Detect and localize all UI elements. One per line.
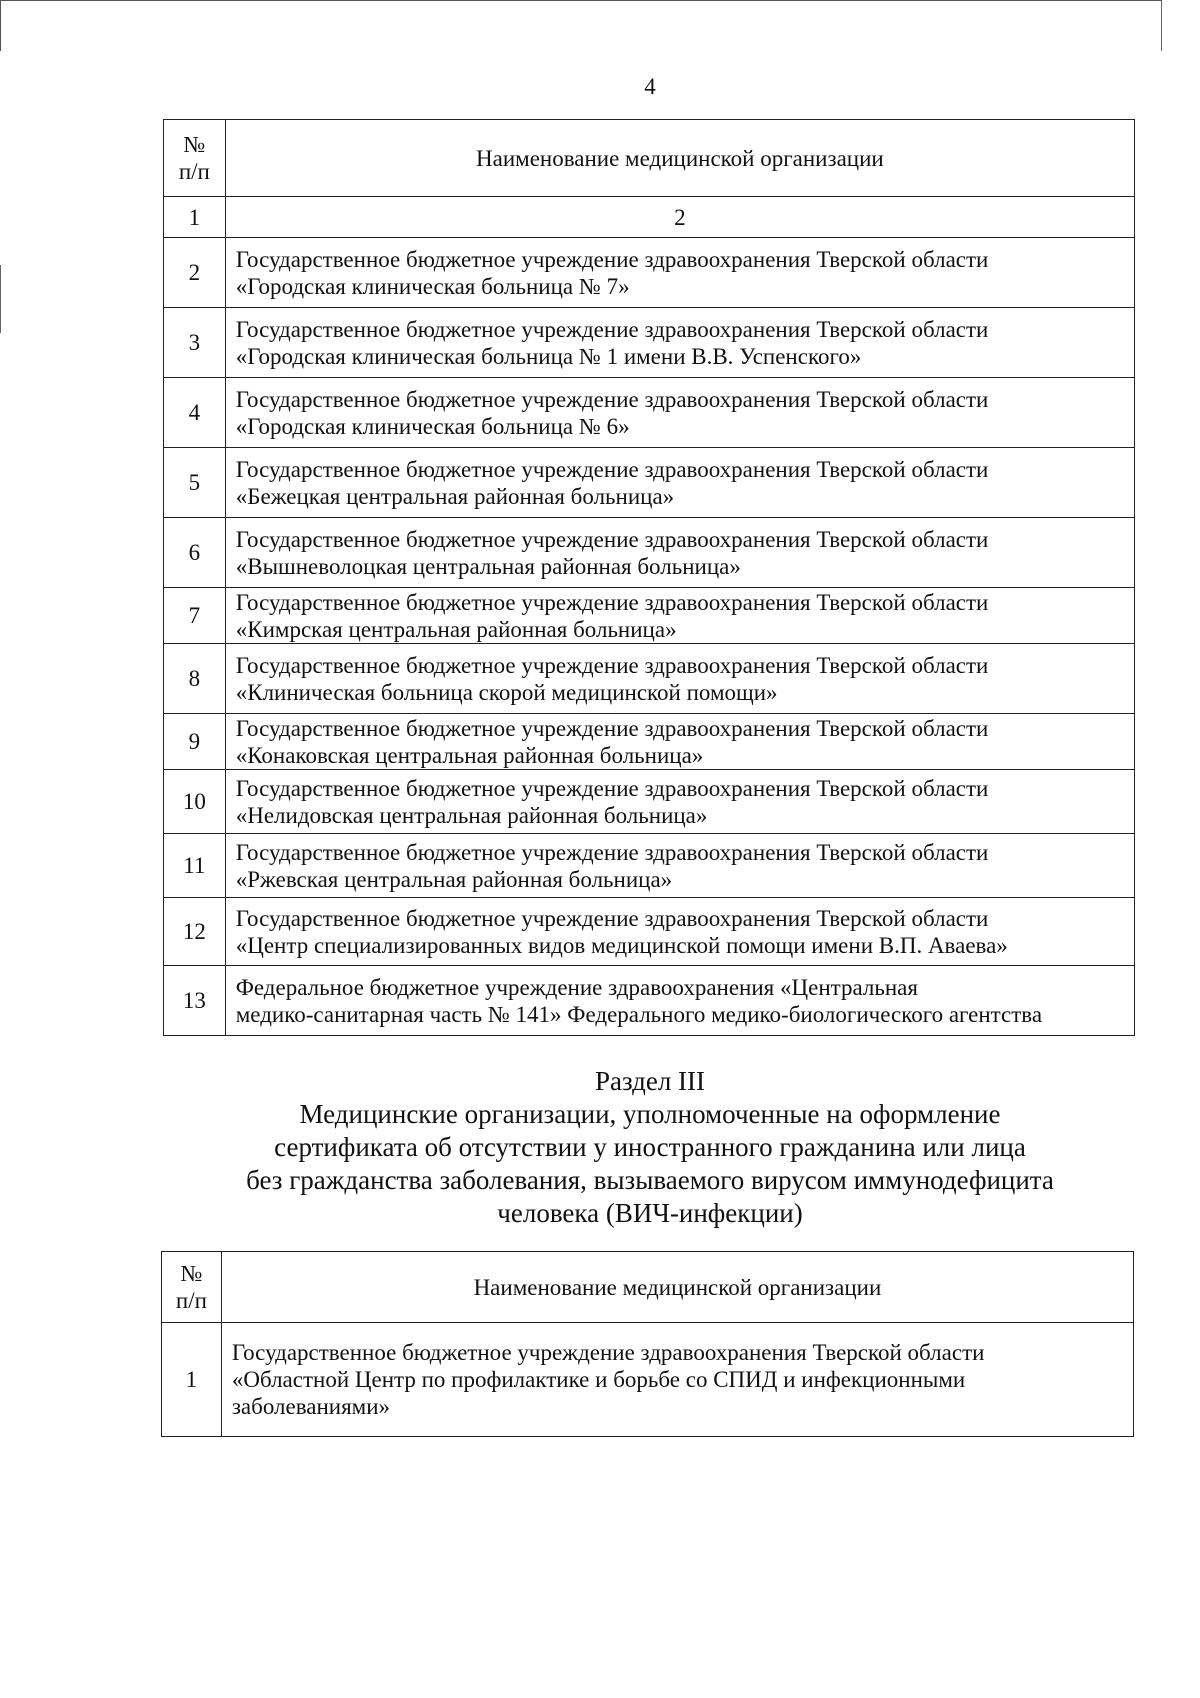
table-header-row <box>164 120 1135 197</box>
organization-name-line: «Центр специализированных видов медицинской помощи имени В.П. Аваева» <box>235 932 1008 958</box>
header-name-cell: Наименование медицинской организации <box>221 1252 1133 1323</box>
organization-name-line: Государственное бюджетное учреждение здравоохранения Тверской области <box>235 652 989 678</box>
organization-name-line: Государственное бюджетное учреждение здравоохранения Тверской области <box>235 316 989 342</box>
column-index-2: 2 <box>225 197 1134 238</box>
table-row <box>164 238 1135 308</box>
organization-name-line: Государственное бюджетное учреждение здравоохранения Тверской области <box>235 386 989 412</box>
row-number-cell: 4 <box>164 378 226 448</box>
organizations-table <box>163 119 1135 1036</box>
table-header-row <box>162 1252 1134 1323</box>
organization-name-line: Государственное бюджетное учреждение здравоохранения Тверской области <box>235 589 989 615</box>
table-row <box>164 834 1135 898</box>
header-num-cell <box>162 1252 222 1323</box>
table-row <box>162 1323 1134 1437</box>
organization-name-line: Государственное бюджетное учреждение здравоохранения Тверской области <box>235 456 989 482</box>
header-num-abbrev: п/п <box>175 1288 207 1313</box>
table-row <box>164 448 1135 518</box>
organization-name-cell <box>225 448 1134 518</box>
organizations-table-body <box>164 120 1135 1036</box>
organization-name-line: Государственное бюджетное учреждение здравоохранения Тверской области <box>235 775 989 801</box>
organization-name-line: заболеваниями» <box>231 1394 391 1419</box>
table-row <box>164 518 1135 588</box>
header-num-symbol: № <box>180 1261 203 1286</box>
row-number-cell: 6 <box>164 518 226 588</box>
row-number-cell: 12 <box>164 898 226 966</box>
section-subtitle-line: человека (ВИЧ-инфекции) <box>497 1198 803 1228</box>
column-index-row <box>164 197 1135 238</box>
row-number-cell: 7 <box>164 588 226 644</box>
table-row <box>164 308 1135 378</box>
organization-name-line: Государственное бюджетное учреждение здравоохранения Тверской области <box>235 839 989 865</box>
organization-name-line: Государственное бюджетное учреждение здравоохранения Тверской области <box>235 715 989 741</box>
organization-name-cell <box>225 518 1134 588</box>
row-number-cell: 2 <box>164 238 226 308</box>
section-title: Раздел III <box>594 1066 706 1096</box>
row-number-cell: 10 <box>164 770 226 834</box>
header-num-cell <box>164 120 226 197</box>
hiv-certificate-organizations-table <box>161 1251 1134 1437</box>
organization-name-line: «Вышневолоцкая центральная районная больница» <box>235 553 741 579</box>
section-subtitle-line: сертификата об отсутствии у иностранного гражданина или лица <box>274 1132 1026 1162</box>
table-row <box>164 898 1135 966</box>
organization-name-cell <box>221 1323 1133 1437</box>
organization-name-line: «Конаковская центральная районная больница» <box>235 742 704 768</box>
table-row <box>164 714 1135 770</box>
organization-name-line: «Клиническая больница скорой медицинской помощи» <box>235 679 778 705</box>
header-num-abbrev: п/п <box>178 159 210 184</box>
scan-border-top <box>0 0 1162 51</box>
organization-name-cell <box>225 644 1134 714</box>
organization-name-line: «Городская клиническая больница № 6» <box>235 413 630 439</box>
organization-name-cell <box>225 834 1134 898</box>
section-heading <box>150 1065 1150 1230</box>
row-number-cell: 5 <box>164 448 226 518</box>
organization-name-cell <box>225 238 1134 308</box>
organization-name-cell <box>225 770 1134 834</box>
organization-name-line: Федеральное бюджетное учреждение здравоохранения «Центральная <box>235 974 918 1000</box>
row-number-cell: 13 <box>164 966 226 1036</box>
organization-name-line: медико-санитарная часть № 141» Федерального медико-биологического агентства <box>235 1001 1043 1027</box>
table-row <box>164 770 1135 834</box>
organization-name-cell <box>225 308 1134 378</box>
table-row <box>164 588 1135 644</box>
table-row <box>164 644 1135 714</box>
organization-name-line: «Ржевская центральная районная больница» <box>235 866 673 892</box>
organization-name-line: Государственное бюджетное учреждение здравоохранения Тверской области <box>235 905 989 931</box>
row-number-cell: 9 <box>164 714 226 770</box>
row-number-cell: 3 <box>164 308 226 378</box>
row-number-cell: 1 <box>162 1323 222 1437</box>
row-number-cell: 8 <box>164 644 226 714</box>
organization-name-line: «Городская клиническая больница № 7» <box>235 273 630 299</box>
hiv-certificate-table-body <box>162 1252 1134 1437</box>
organization-name-cell <box>225 966 1134 1036</box>
organization-name-line: «Кимрская центральная районная больница» <box>235 616 677 642</box>
organization-name-line: «Нелидовская центральная районная больница» <box>235 802 708 828</box>
organization-name-line: «Областной Центр по профилактике и борьбе со СПИД и инфекционными <box>231 1367 966 1392</box>
organization-name-line: «Городская клиническая больница № 1 имени В.В. Успенского» <box>235 343 862 369</box>
section-subtitle-line: Медицинские организации, уполномоченные на оформление <box>299 1099 1001 1129</box>
header-name-cell: Наименование медицинской организации <box>225 120 1134 197</box>
header-num-symbol: № <box>183 132 206 157</box>
organization-name-cell <box>225 378 1134 448</box>
table-row <box>164 966 1135 1036</box>
column-index-1: 1 <box>164 197 226 238</box>
scan-border-left <box>0 265 1 333</box>
organization-name-cell <box>225 588 1134 644</box>
table-row <box>164 378 1135 448</box>
organization-name-line: Государственное бюджетное учреждение здравоохранения Тверской области <box>231 1340 985 1365</box>
organization-name-cell <box>225 898 1134 966</box>
organization-name-cell <box>225 714 1134 770</box>
organization-name-line: Государственное бюджетное учреждение здравоохранения Тверской области <box>235 526 989 552</box>
section-subtitle-line: без гражданства заболевания, вызываемого вирусом иммунодефицита <box>246 1165 1054 1195</box>
row-number-cell: 11 <box>164 834 226 898</box>
organization-name-line: Государственное бюджетное учреждение здравоохранения Тверской области <box>235 246 989 272</box>
page-number: 4 <box>644 74 656 99</box>
organization-name-line: «Бежецкая центральная районная больница» <box>235 483 675 509</box>
